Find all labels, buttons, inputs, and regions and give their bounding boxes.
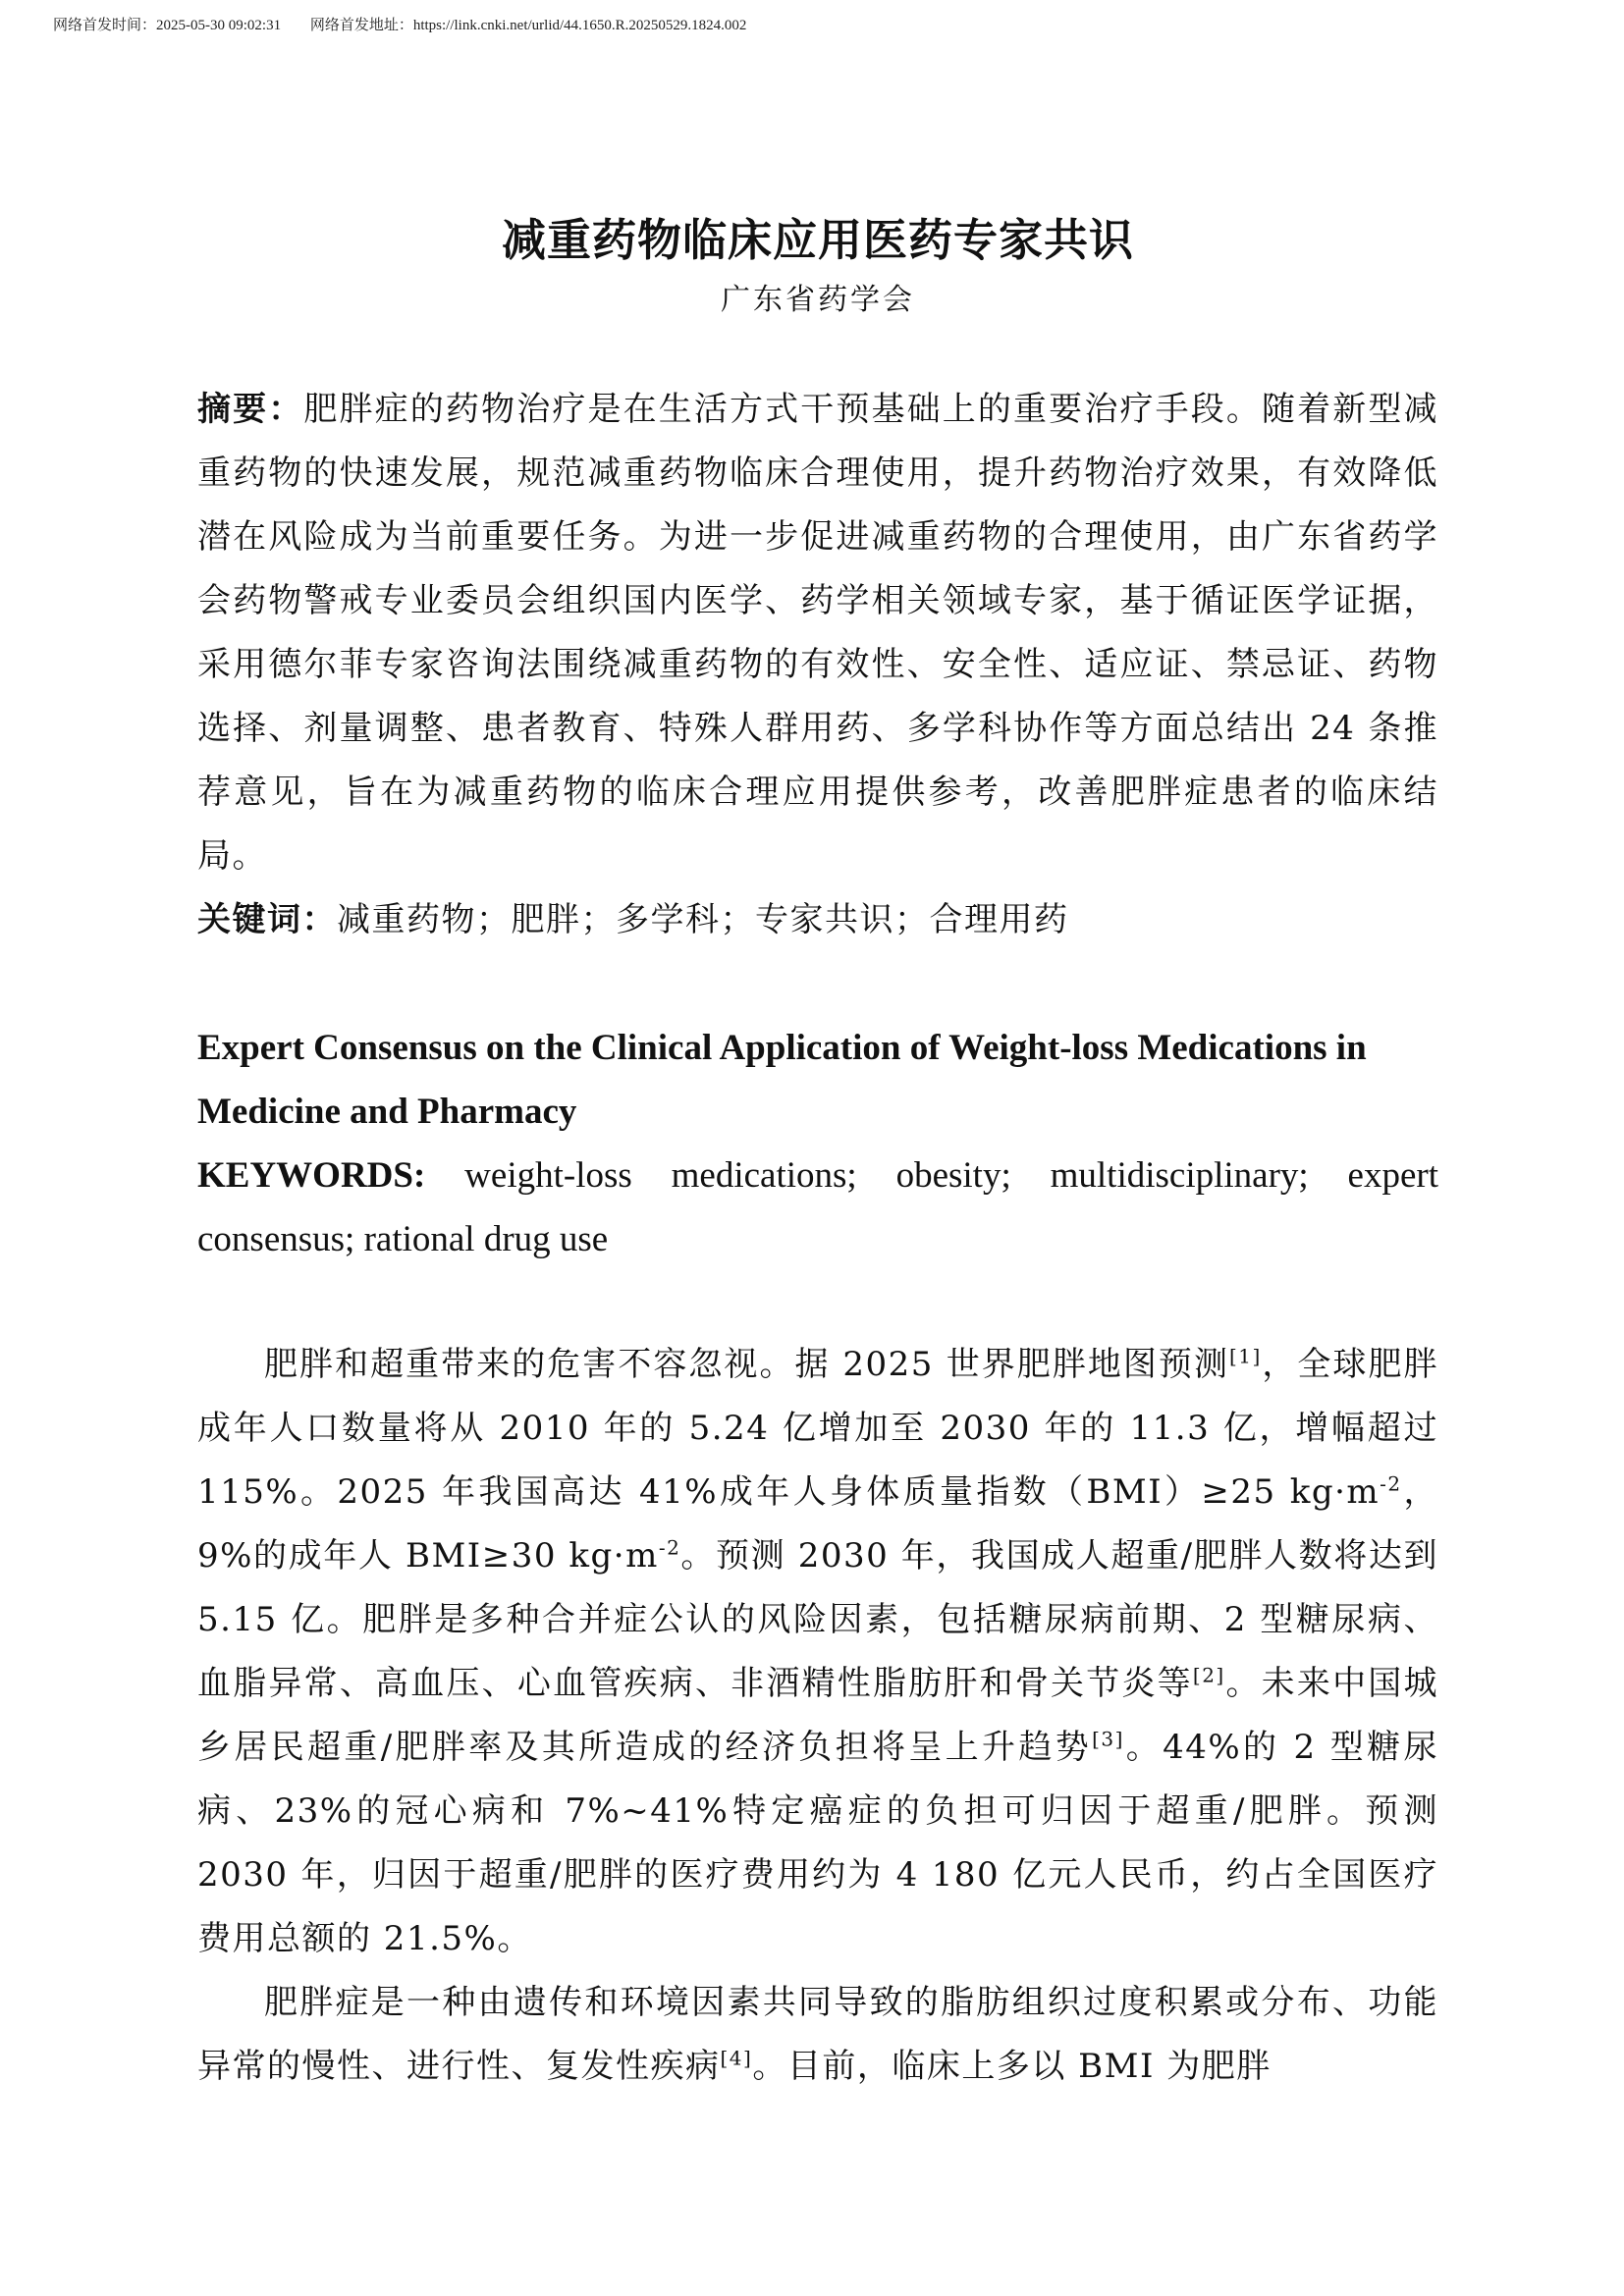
text-run: 。预测 2030 年，我国成人超重/肥胖人数将达到 5.15 亿。肥胖是多种合并症公认的风险因素，包括糖尿病前期、2 型糖尿病、血脂异常、高血压、心血管疾病、非酒精性脂肪肝和骨关节炎等 bbox=[197, 1536, 1438, 1703]
text-run: 肥胖和超重带来的危害不容忽视。据 2025 世界肥胖地图预测 bbox=[264, 1345, 1229, 1384]
publish-url[interactable]: 网络首发地址：https://link.cnki.net/urlid/44.1650.R.20250529.1824.002 bbox=[309, 18, 747, 33]
unit-exponent: -2 bbox=[1380, 1471, 1402, 1496]
body-paragraph-2 bbox=[197, 1971, 1438, 2099]
text-run: ，全球肥胖成年人口数量将从 2010 年的 5.24 亿增加至 2030 年的 11.3 亿，增幅超过 115%。2025 年我国高达 41%成年人身体质量指数（BMI）≥25 kg·m bbox=[197, 1345, 1438, 1512]
unit-exponent: -2 bbox=[658, 1535, 681, 1560]
publish-time: 网络首发时间：2025-05-30 09:02:31 bbox=[53, 18, 282, 33]
body-text bbox=[197, 1333, 1438, 2099]
body-paragraph-1 bbox=[197, 1333, 1438, 1971]
author-organization: 广东省药学会 bbox=[721, 283, 915, 317]
citation-ref[interactable]: [2] bbox=[1192, 1663, 1225, 1687]
citation-ref[interactable]: [1] bbox=[1228, 1344, 1262, 1368]
keywords-cn-text: 减重药物；肥胖；多学科；专家共识；合理用药 bbox=[337, 900, 1069, 939]
keywords-cn bbox=[197, 888, 1438, 952]
text-run: 。44%的 2 型糖尿病、23%的冠心病和 7%~41%特定癌症的负担可归因于超重/肥胖。预测 2030 年，归因于超重/肥胖的医疗费用约为 4 180 亿元人民币，约占全国医疗费用总额的 21.5%。 bbox=[197, 1728, 1438, 1958]
abstract-label: 摘要： bbox=[197, 390, 304, 429]
publication-header bbox=[53, 14, 772, 34]
text-run: 。未来中国城乡居民超重/肥胖率及其所造成的经济负担将呈上升趋势 bbox=[197, 1664, 1439, 1767]
citation-ref[interactable]: [3] bbox=[1092, 1727, 1124, 1751]
keywords-en-label: KEYWORDS: bbox=[197, 1155, 426, 1196]
keywords-en bbox=[197, 1144, 1438, 1271]
keywords-cn-label: 关键词： bbox=[197, 900, 337, 939]
text-run: 肥胖症是一种由遗传和环境因素共同导致的脂肪组织过度积累或分布、功能异常的慢性、进行性、复发性疾病 bbox=[197, 1983, 1438, 2086]
citation-ref[interactable]: [4] bbox=[720, 2046, 753, 2070]
article-title: 减重药物临床应用医药专家共识 bbox=[501, 214, 1134, 266]
abstract-text: 肥胖症的药物治疗是在生活方式干预基础上的重要治疗手段。随着新型减重药物的快速发展，规范减重药物临床合理使用，提升药物治疗效果，有效降低潜在风险成为当前重要任务。为进一步促进减重药物的合理使用，由广东省药学会药物警戒专业委员会组织国内医学、药学相关领域专家，基于循证医学证据，采用德尔菲专家咨询法围绕减重药物的有效性、安全性、适应证、禁忌证、药物选择、剂量调整、患者教育、特殊人群用药、多学科协作等方面总结出 24 条推荐意见，旨在为减重药物的临床合理应用提供参考，改善肥胖症患者的临床结局。 bbox=[197, 390, 1439, 876]
keywords-en-text: weight-loss medications; obesity; multidisciplinary; expert consensus; rational drug use bbox=[197, 1155, 1438, 1259]
abstract-cn bbox=[197, 378, 1438, 888]
text-run: 。目前，临床上多以 BMI 为肥胖 bbox=[752, 2047, 1272, 2086]
text-run: ，9%的成年人 BMI≥30 kg·m bbox=[197, 1472, 1439, 1575]
english-title: Expert Consensus on the Clinical Application of Weight-loss Medications in Medicine and Pharmacy bbox=[197, 1028, 1367, 1132]
